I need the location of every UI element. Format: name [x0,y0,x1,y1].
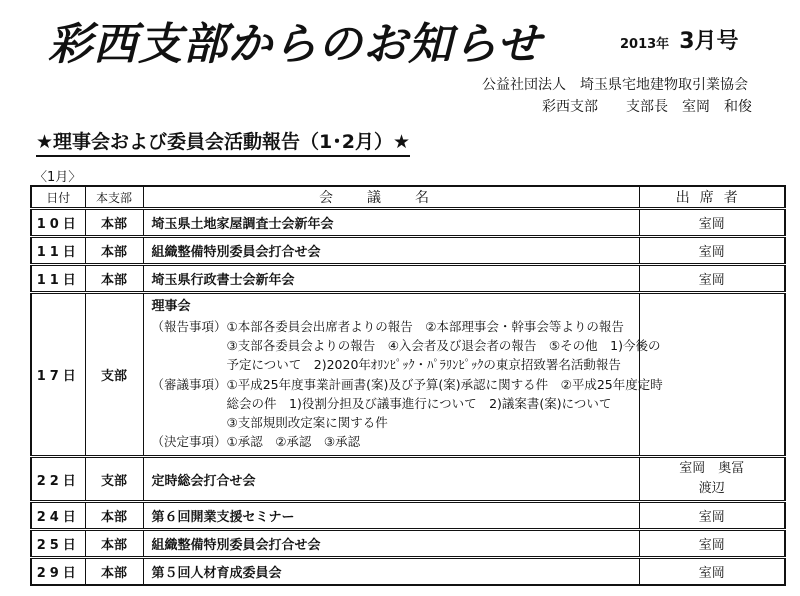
row-branch: 本部 [85,530,143,558]
header-meeting: 会議名 [143,186,639,209]
row-branch: 本部 [85,209,143,237]
row-date: 11日 [31,265,85,293]
issue-info [620,24,739,55]
agenda-line: 総会の件 1)役割分担及び議事進行について 2)議案書(案)について [151,395,612,411]
row-meeting: 埼玉県土地家屋調査士会新年会 [143,209,639,237]
row-meeting: 第６回開業支援セミナー [143,502,639,530]
attendee-line: 渡辺 [698,481,725,497]
header-date: 日付 [31,186,85,209]
row-attendees: 室岡 [639,209,785,237]
header-attendees: 出席者 [639,186,785,209]
row-meeting: 組織整備特別委員会打合せ会 [143,530,639,558]
row-meeting: 埼玉県行政書士会新年会 [143,265,639,293]
row-branch: 本部 [85,558,143,586]
table-row [31,209,785,237]
month-label: 〈1月〉 [34,170,82,185]
agenda-line: （審議事項）①平成25年度事業計画書(案)及び予算(案)承認に関する件 ②平成25年度定時 [151,376,663,392]
row-meeting: 理事会 [151,299,191,314]
table-row [31,237,785,265]
organization-name: 公益社団法人 埼玉県宅地建物取引業協会 [482,77,748,93]
row-date: 22日 [31,457,85,502]
table-row [31,293,785,457]
table-header-row [31,186,785,209]
row-meeting: 定時総会打合せ会 [143,457,639,502]
issue-number: 3月号 [679,29,739,54]
row-date: 10日 [31,209,85,237]
row-meeting-detail [143,293,663,457]
row-date: 29日 [31,558,85,586]
row-attendees: 室岡 [639,558,785,586]
table-row [31,502,785,530]
header-branch: 本支部 [85,186,143,209]
row-attendees [639,457,785,502]
row-date: 24日 [31,502,85,530]
table-row [31,530,785,558]
row-date: 11日 [31,237,85,265]
row-branch: 支部 [85,457,143,502]
agenda-line: （決定事項）①承認 ②承認 ③承認 [151,434,361,450]
row-attendees: 室岡 [639,265,785,293]
table-row [31,457,785,502]
row-meeting: 組織整備特別委員会打合せ会 [143,237,639,265]
newsletter-title: 彩西支部からのお知らせ [48,19,542,70]
attendee-line: 室岡 奥冨 [679,461,745,477]
table-row [31,265,785,293]
row-attendees [639,293,785,457]
row-date: 17日 [31,293,85,457]
section-heading: ★理事会および委員会活動報告（1･2月）★ [36,127,410,157]
row-branch: 支部 [85,293,143,457]
agenda-line: ③支部規則改定案に関する件 [151,415,388,431]
agenda-line: ③支部各委員会よりの報告 ④入会者及び退会者の報告 ⑤その他 1)今後の [151,338,661,354]
row-attendees: 室岡 [639,502,785,530]
table-row [31,558,785,586]
activity-table [30,185,786,586]
row-branch: 本部 [85,237,143,265]
row-branch: 本部 [85,502,143,530]
row-attendees: 室岡 [639,237,785,265]
row-meeting: 第５回人材育成委員会 [143,558,639,586]
row-attendees: 室岡 [639,530,785,558]
row-branch: 本部 [85,265,143,293]
branch-chief: 彩西支部 支部長 室岡 和俊 [542,99,752,115]
issue-year: 2013年 [620,37,670,52]
agenda-line: （報告事項）①本部各委員会出席者よりの報告 ②本部理事会・幹事会等よりの報告 [151,319,624,334]
agenda-line: 予定について 2)2020年ｵﾘﾝﾋﾟｯｸ・ﾊﾟﾗﾘﾝﾋﾟｯｸの東京招致署名活動報告 [151,357,621,373]
row-date: 25日 [31,530,85,558]
